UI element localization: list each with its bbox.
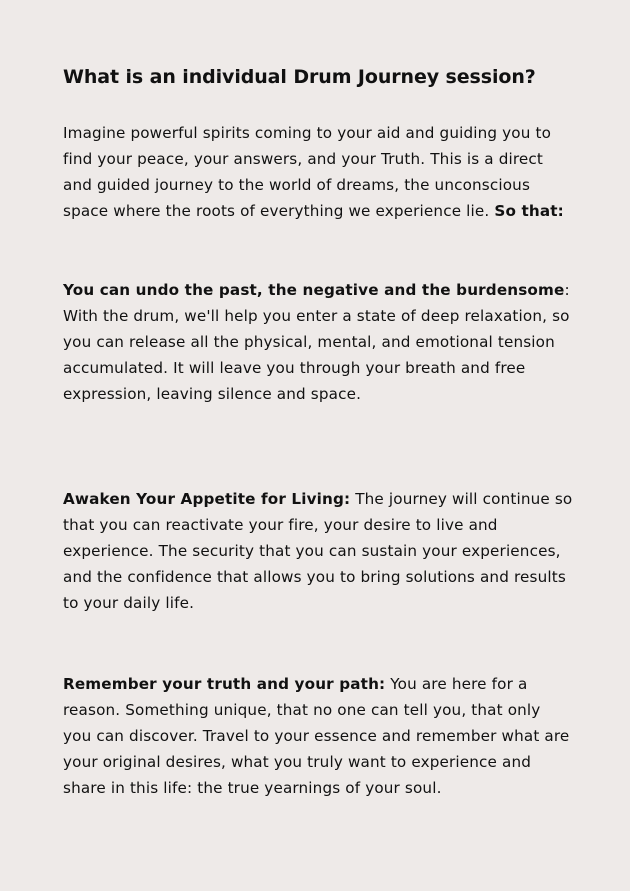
intro-text: Imagine powerful spirits coming to your aid and guiding you to find your peace, your answers, and your Truth. This is a direct and guided journey to the world of dreams, the unconscious space where the roots of everything we experience lie.	[63, 124, 552, 220]
section-awaken-appetite	[63, 486, 573, 616]
section-heading: Remember your truth and your path:	[63, 675, 386, 693]
intro-paragraph	[63, 120, 573, 224]
section-heading: You can undo the past, the negative and the burdensome	[63, 281, 565, 299]
intro-bold-tail: So that:	[494, 202, 564, 220]
page-title: What is an individual Drum Journey session?	[63, 66, 536, 88]
section-undo-past	[63, 277, 573, 407]
section-body: : With the drum, we'll help you enter a state of deep relaxation, so you can release all the physical, mental, and emotional tension accumulated. It will leave you through your breath and free expression, leaving silence and space.	[63, 281, 570, 403]
section-remember-truth	[63, 671, 573, 801]
section-heading: Awaken Your Appetite for Living:	[63, 490, 351, 508]
section-body: The journey will continue so that you can reactivate your fire, your desire to live and experience. The security that you can sustain your experiences, and the confidence that allows you to bring solutions and results to your daily life.	[63, 490, 573, 612]
section-body: You are here for a reason. Something unique, that no one can tell you, that only you can discover. Travel to your essence and remember what are your original desires, what you truly want to experience and share in this life: the true yearnings of your soul.	[63, 675, 570, 797]
